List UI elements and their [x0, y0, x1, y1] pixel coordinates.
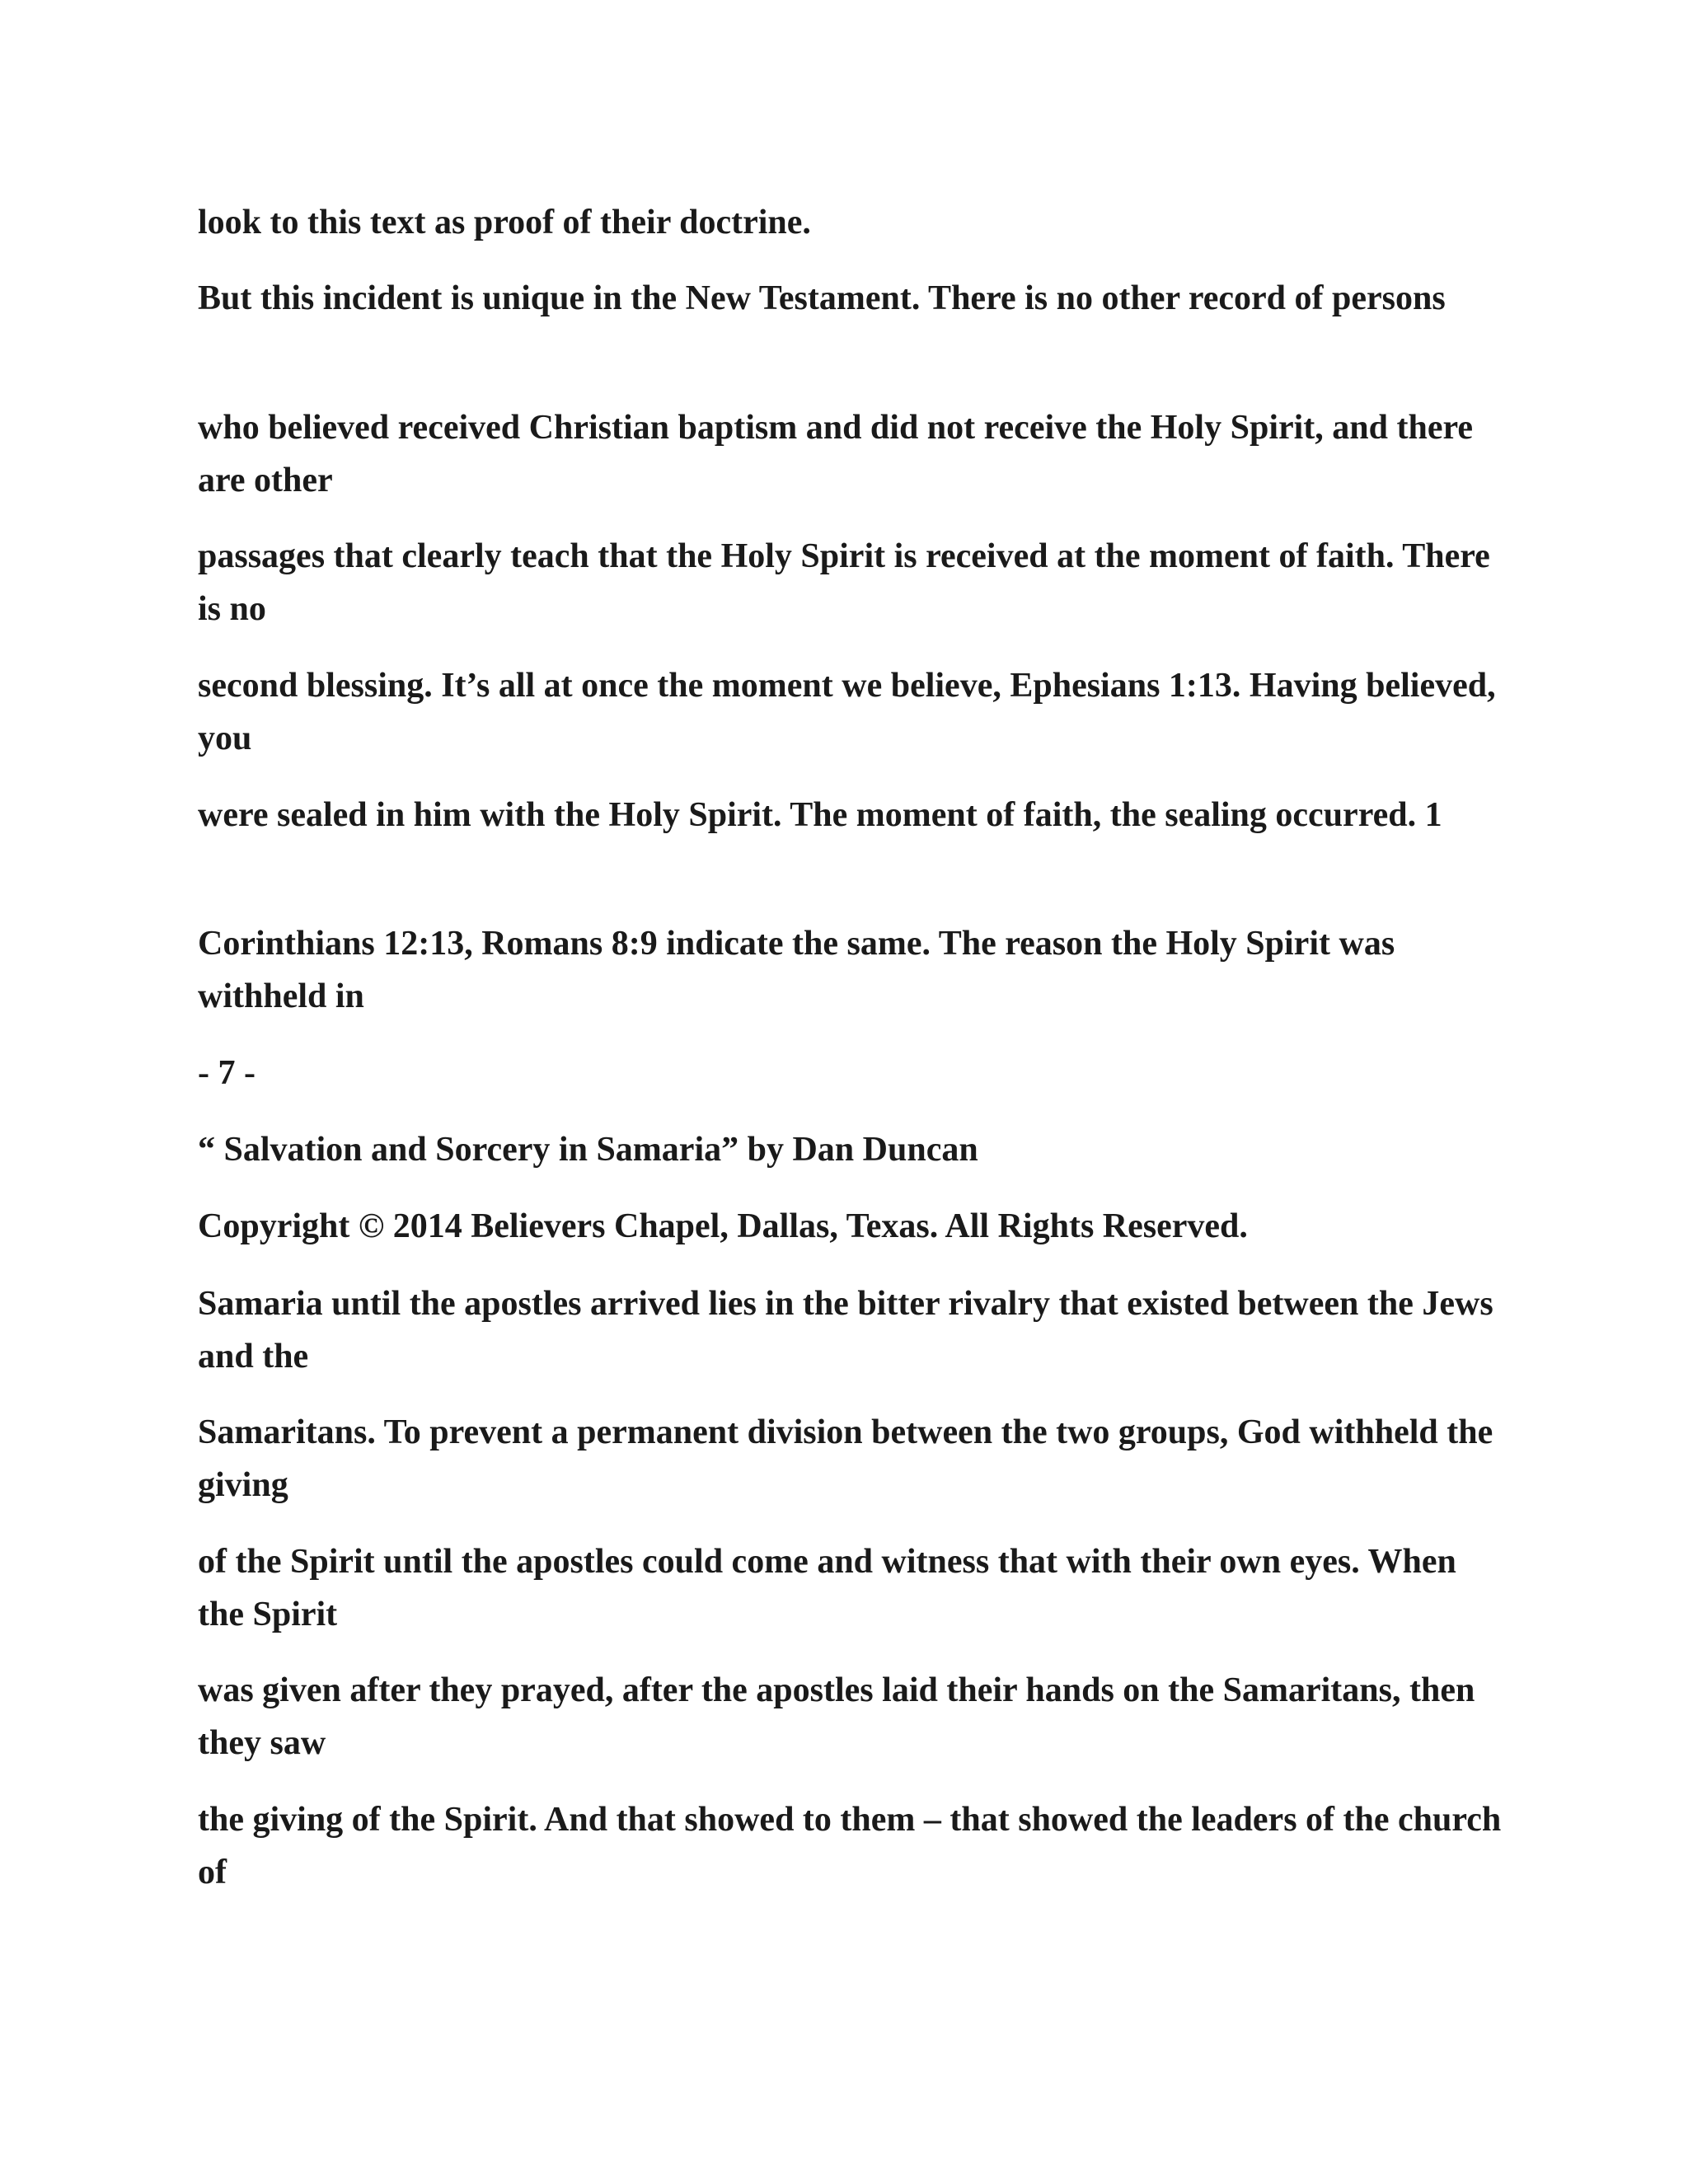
paragraph: Samaritans. To prevent a permanent division between the two groups, God withheld the giving [198, 1413, 1493, 1504]
paragraph: the giving of the Spirit. And that showed to them – that showed the leaders of the church of [198, 1801, 1502, 1891]
paragraph: Samaria until the apostles arrived lies in the bitter rivalry that existed between the Jews and the [198, 1285, 1493, 1376]
paragraph: second blessing. It’s all at once the moment we believe, Ephesians 1:13. Having believed, you [198, 667, 1496, 757]
paragraph: was given after they prayed, after the apostles laid their hands on the Samaritans, then they saw [198, 1671, 1475, 1762]
copyright-notice: Copyright © 2014 Believers Chapel, Dallas, Texas. All Rights Reserved. [198, 1207, 1248, 1245]
paragraph: Corinthians 12:13, Romans 8:9 indicate the same. The reason the Holy Spirit was withheld in [198, 925, 1395, 1015]
paragraph: were sealed in him with the Holy Spirit. The moment of faith, the sealing occurred. 1 [198, 796, 1442, 834]
paragraph: But this incident is unique in the New Testament. There is no other record of persons [198, 279, 1446, 317]
paragraph: who believed received Christian baptism and did not receive the Holy Spirit, and there are other [198, 409, 1474, 499]
paragraph: of the Spirit until the apostles could come and witness that with their own eyes. When the Spirit [198, 1543, 1456, 1633]
paragraph: look to this text as proof of their doctrine. [198, 204, 811, 241]
footer-title: “ Salvation and Sorcery in Samaria” by Dan Duncan [198, 1131, 978, 1169]
paragraph: passages that clearly teach that the Holy Spirit is received at the moment of faith. There is no [198, 537, 1490, 628]
page-number: - 7 - [198, 1054, 256, 1092]
